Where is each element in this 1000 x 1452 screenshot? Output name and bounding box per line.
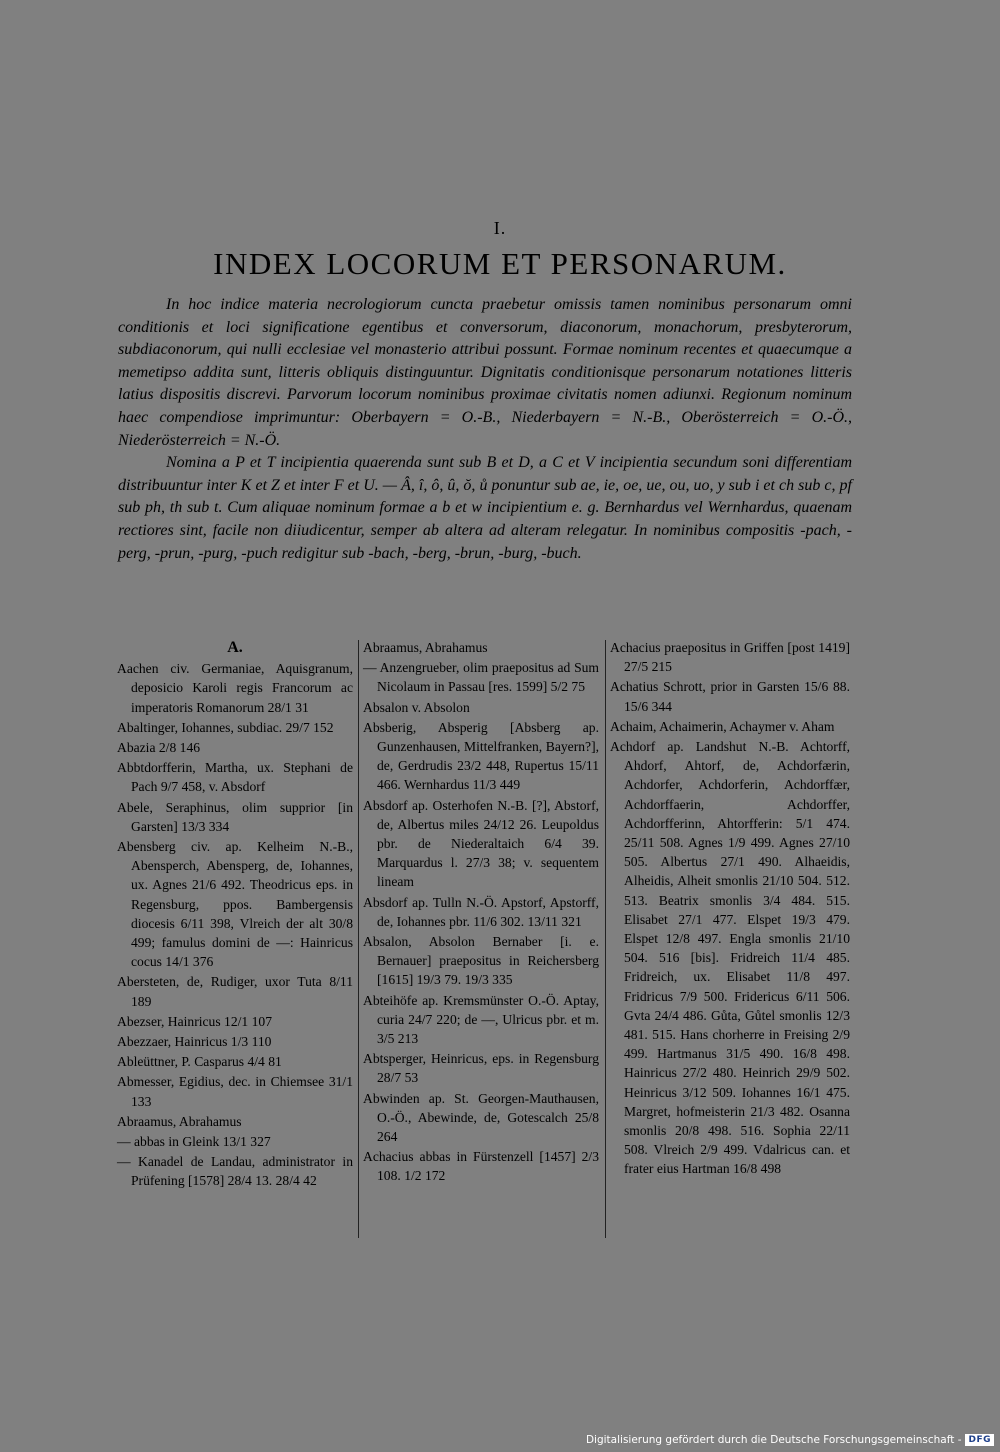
index-entry: Achdorf ap. Landshut N.-B. Achtorff, Ahdorf, Ahtorf, de, Achdorfærin, Achdorfer, Achdorferin, Achdorffær, Achdorffaerin, Achdorffer, Achdorfferinn, Ahtorfferin: 5/1 474. 25/11 508. Agnes 1/9 499. Agnes 27/10 505. Albertus 27/1 490. Alhaeidis, Alheidis, Alheit smonlis 21/10 504. 512. 513. Beatrix smonlis 3/4 484. 515. Elisabet 27/1 477. Elspet 19/3 479. Elspet 12/8 497. Engla smonlis 21/10 504. 516 [bis]. Fridreich 11/4 485. Fridreich, ux. Elisabet 11/8 497. Fridricus 7/9 500. Fridericus 6/11 506. Gvta 24/4 486. Gůta, Gůtel smonlis 12/3 481. 515. Hans chorherre in Freising 2/9 499. Hartmanus 31/5 490. 16/8 498. Hainricus 27/2 480. Heinrich 29/9 502. Heinricus 3/12 509. Iohannes 16/1 475. Margret, hofmeisterin 21/3 482. Osanna smonlis 20/8 498. 516. Sophia 22/11 508. Vlreich 2/9 499. Vdalricus can. et frater eius Hartman 16/8 498 xyxy=(610,739,850,1177)
index-entry: Achatius Schrott, prior in Garsten 15/6 88. 15/6 344 xyxy=(610,679,850,714)
index-column-2 xyxy=(363,638,599,1187)
index-entry: Abraamus, Abrahamus xyxy=(363,640,488,655)
dfg-logo: DFG xyxy=(965,1434,994,1446)
page-number: I. xyxy=(493,218,507,238)
column-divider xyxy=(605,640,606,1238)
introduction xyxy=(118,294,852,565)
footer-credit xyxy=(586,1434,994,1446)
index-entry: Abwinden ap. St. Georgen-Mauthausen, O.-Ö., Abewinde, de, Gotescalch 25/8 264 xyxy=(363,1090,599,1145)
index-entry: Abersteten, de, Rudiger, uxor Tuta 8/11 189 xyxy=(117,974,353,1009)
index-entry: Abteihöfe ap. Kremsmünster O.-Ö. Aptay, curia 24/7 220; de —, Ulricus pbr. et m. 3/5 213 xyxy=(363,992,599,1047)
intro-paragraph: Nomina a P et T incipientia quaerenda sunt sub B et D, a C et V incipientia secundum soni differentiam distribuuntur inter K et Z et inter F et U. — Â, î, ô, û, ŏ, ů ponuntur sub ae, ie, oe, ue, ou, uo, y sub i et ch sub c, pf sub ph, th sub t. Cum aliquae nominum formae a b et w incipientium e. g. Bernhardus vel Wernhardus, quaenam rectiores sint, facile non diiudicentur, semper ab altera ad alteram relegatur. In nominibus compositis -pach, -perg, -prun, -purg, -puch redigitur sub -bach, -berg, -brun, -burg, -buch. xyxy=(118,454,852,562)
index-entry: Abensberg civ. ap. Kelheim N.-B., Abensperch, Abensperg, de, Iohannes, ux. Agnes 21/6 492. Theodricus eps. in Regensburg, ppos. Bambergensis diocesis 6/11 398, Vlreich der alt 30/8 499; famulus domini de —: Hainricus cocus 14/1 376 xyxy=(117,839,353,970)
index-entry: Absalon, Absolon Bernaber [i. e. Bernauer] praepositus in Reichersberg [1615] 19/3 79. 19/3 335 xyxy=(363,934,599,988)
index-entry: — abbas in Gleink 13/1 327 xyxy=(117,1134,271,1150)
index-entry: Abezser, Hainricus 12/1 107 xyxy=(117,1013,272,1029)
index-entry: — Kanadel de Landau, administrator in Prüfening [1578] 28/4 13. 28/4 42 xyxy=(117,1154,353,1189)
index-entry: Ableüttner, P. Casparus 4/4 81 xyxy=(117,1054,282,1070)
index-entry: Abele, Seraphinus, olim supprior [in Garsten] 13/3 334 xyxy=(117,799,353,834)
intro-paragraph: In hoc indice materia necrologiorum cuncta praebetur omissis tamen nominibus personarum omni conditionis et loci significatione egentibus et conversorum, diaconorum, monachorum, presbyterorum, subdiaconorum, qui nulli ecclesiae vel monasterio attribui possunt. Formae nominum recentes et quaecumque a memetipso addita sunt, litteris obliquis distinguuntur. Dignitatis conditionisque personarum notationes litteris latius dispositis discrevi. Parvorum locorum nominibus proximae civitatis nomen adiunxi. Regionum nominum haec compendiose imprimuntur: Oberbayern = O.-B., Niederbayern = N.-B., Oberösterreich = O.-Ö., Niederösterreich = N.-Ö. xyxy=(118,296,852,449)
index-entry: Abraamus, Abrahamus xyxy=(117,1113,242,1129)
index-column-3 xyxy=(610,638,850,1180)
index-column-1 xyxy=(117,638,353,1192)
index-entry: Abbtdorfferin, Martha, ux. Stephani de Pach 9/7 458, v. Absdorf xyxy=(117,760,353,795)
index-entry: Aachen civ. Germaniae, Aquisgranum, deposicio Karoli regis Francorum ac imperatoris Romanorum 28/1 31 xyxy=(117,661,353,715)
index-entry: Absalon v. Absolon xyxy=(363,699,470,715)
column-divider xyxy=(358,640,359,1238)
index-entry: Abtsperger, Heinricus, eps. in Regensburg 28/7 53 xyxy=(363,1051,599,1086)
index-entry: Absberig, Absperig [Absberg ap. Gunzenhausen, Mittelfranken, Bayern?], de, Gerdrudis 23/2 448, Rupertus 15/11 466. Wernhardus 11/3 449 xyxy=(363,719,599,793)
index-entry: Achacius praepositus in Griffen [post 1419] 27/5 215 xyxy=(610,640,850,675)
index-entry: Abazia 2/8 146 xyxy=(117,740,201,756)
page-title: INDEX LOCORUM ET PERSONARUM. xyxy=(213,246,787,281)
index-entry: Abezzaer, Hainricus 1/3 110 xyxy=(117,1034,272,1050)
index-entry: Absdorf ap. Tulln N.-Ö. Apstorf, Apstorff, de, Iohannes pbr. 11/6 302. 13/11 321 xyxy=(363,894,599,929)
footer-text: Digitalisierung gefördert durch die Deutsche Forschungsgemeinschaft - xyxy=(585,1434,962,1446)
index-entry: Abmesser, Egidius, dec. in Chiemsee 31/1 133 xyxy=(117,1074,353,1109)
index-entry: Abaltinger, Iohannes, subdiac. 29/7 152 xyxy=(117,719,334,735)
section-letter: A. xyxy=(227,639,243,656)
index-entry: — Anzengrueber, olim praepositus ad Sum Nicolaum in Passau [res. 1599] 5/2 75 xyxy=(363,660,599,695)
index-entry: Achacius abbas in Fürstenzell [1457] 2/3 108. 1/2 172 xyxy=(363,1149,599,1184)
index-entry: Achaim, Achaimerin, Achaymer v. Aham xyxy=(610,718,835,734)
index-entry: Absdorf ap. Osterhofen N.-B. [?], Abstorf, de, Albertus miles 24/12 26. Leupoldus pbr. de Niederaltaich 6/4 39. Marquardus l. 27/3 38; v. sequentem lineam xyxy=(363,797,599,890)
